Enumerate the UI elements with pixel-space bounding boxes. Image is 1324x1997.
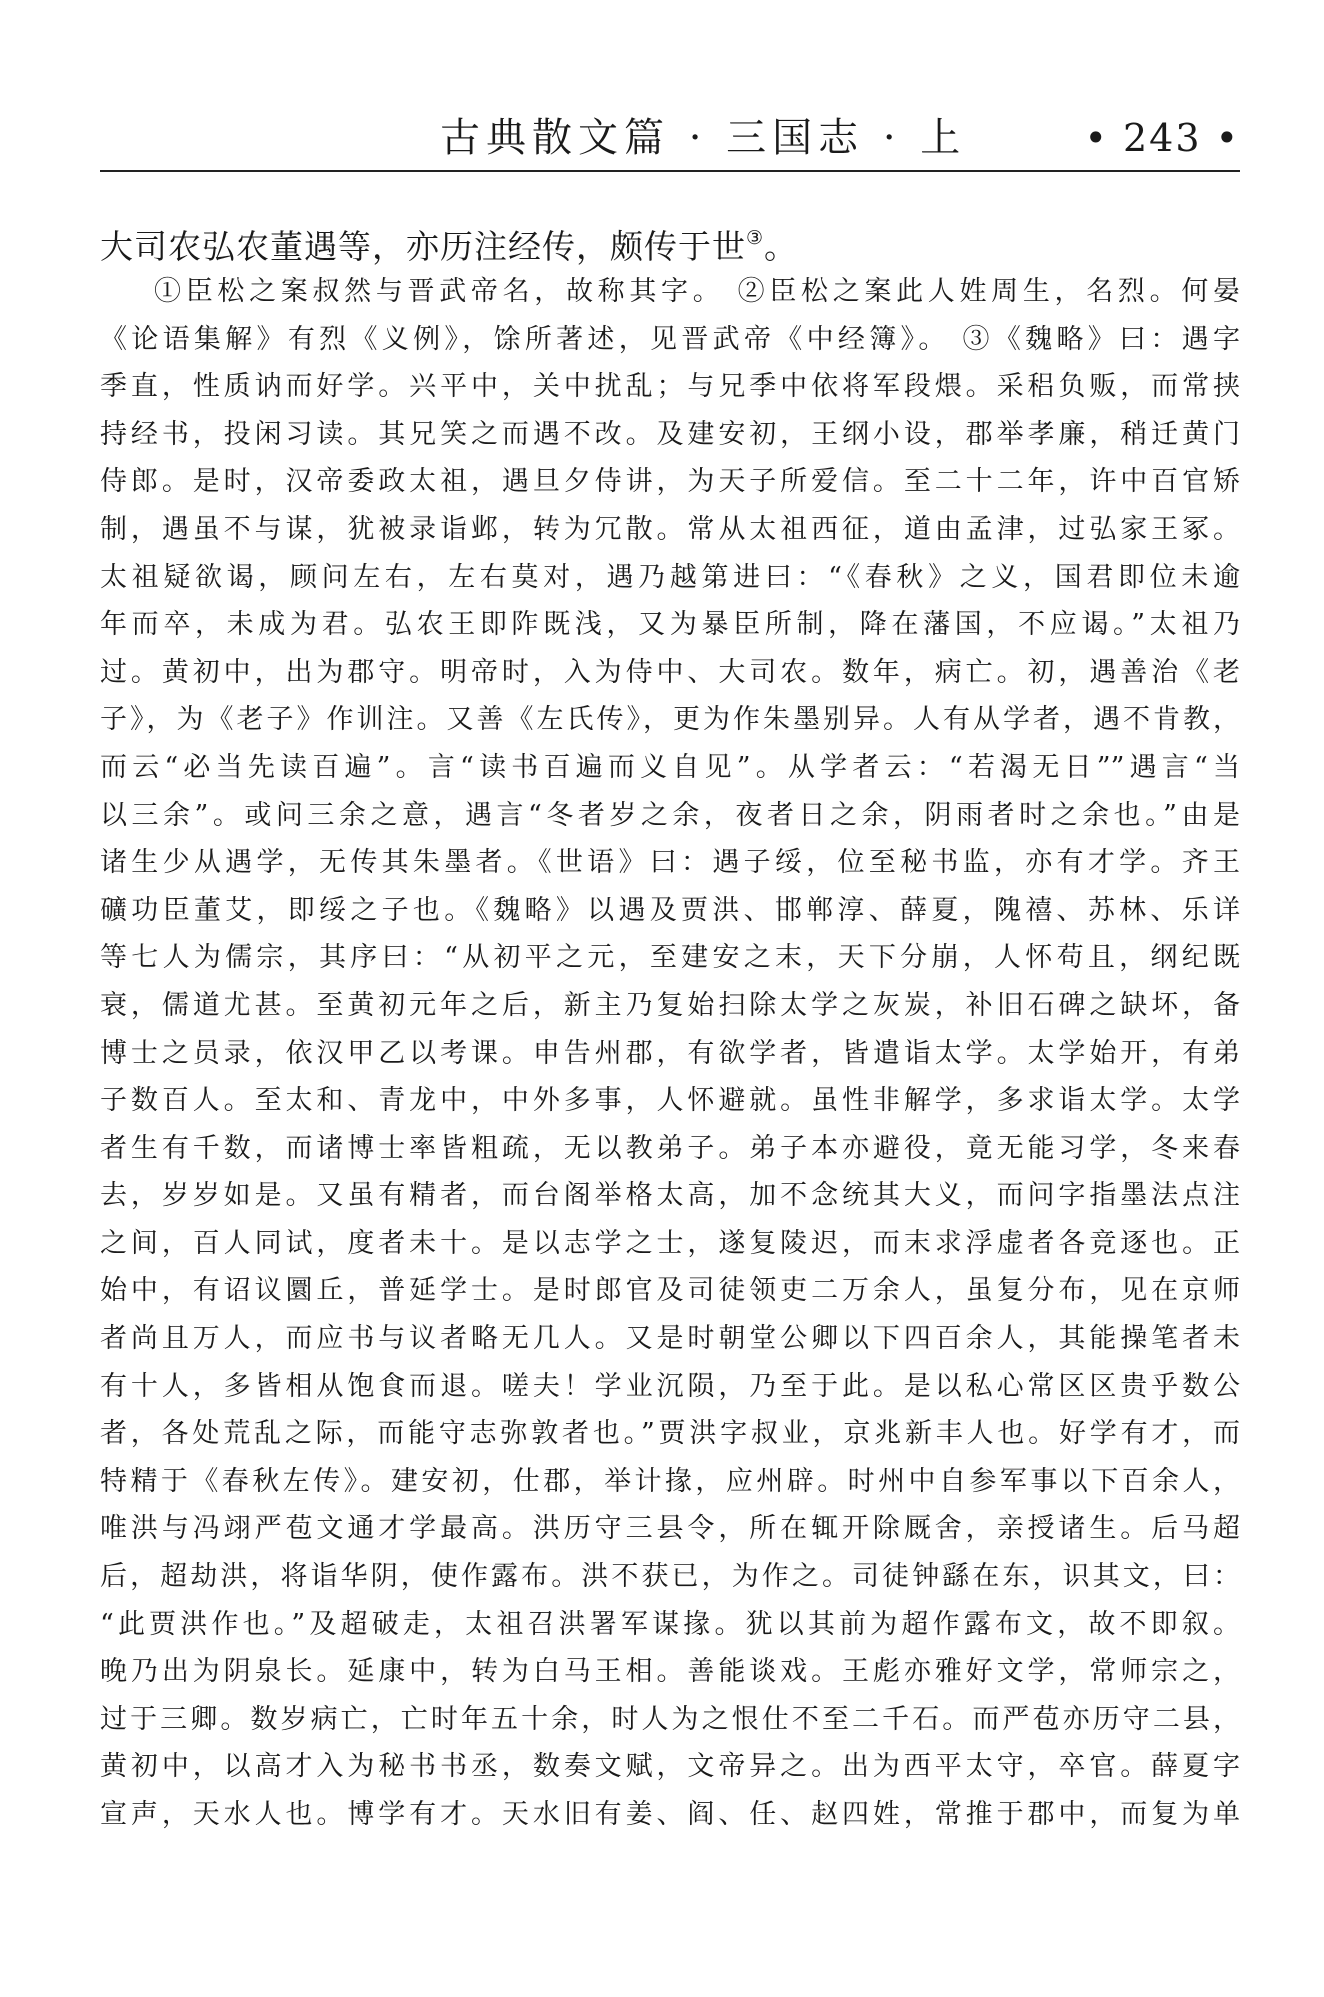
note-line: 过。黄初中，出为郡守。明帝时，入为侍中、大司农。数年，病亡。初，遇善治《老 (100, 656, 1240, 688)
note-line: 去，岁岁如是。又虽有精者，而台阁举格太高，加不念统其大义，而问字指墨法点注 (100, 1180, 1240, 1212)
main-text: 大司农弘农董遇等，亦历注经传，颇传于世 (100, 227, 746, 266)
note-line: 以三余”。或问三余之意，遇言“冬者岁之余，夜者日之余，阴雨者时之余也。”由是 (100, 799, 1240, 831)
note-line: 衰，儒道尤甚。至黄初元年之后，新主乃复始扫除太学之灰炭，补旧石碑之缺坏，备 (100, 989, 1240, 1021)
main-text-end: 。 (764, 227, 799, 266)
note-line: 者，各处荒乱之际，而能守志弥敦者也。”贾洪字叔业，京兆新丰人也。好学有才，而 (100, 1418, 1240, 1450)
note-line: 唯洪与冯翊严苞文通才学最高。洪历守三县令，所在辄开除厩舍，亲授诸生。后马超 (100, 1513, 1240, 1545)
note-line: 《论语集解》有烈《义例》，馀所著述，见晋武帝《中经簿》。 ③《魏略》曰：遇字 (100, 323, 1240, 355)
note-line: 礦功臣董艾，即绥之子也。《魏略》以遇及贾洪、邯郸淳、薛夏，隗禧、苏林、乐详 (100, 894, 1240, 926)
note-line: 者生有千数，而诸博士率皆粗疏，无以教弟子。弟子本亦避役，竟无能习学，冬来春 (100, 1132, 1240, 1164)
note-line: 晚乃出为阴泉长。延康中，转为白马王相。善能谈戏。王彪亦雅好文学，常师宗之， (100, 1656, 1240, 1688)
note-line: 后，超劫洪，将诣华阴，使作露布。洪不获已，为作之。司徒钟繇在东，识其文，曰： (100, 1561, 1240, 1593)
note-line: 而云“必当先读百遍”。言“读书百遍而义自见”。从学者云：“若渴无日””遇言“当 (100, 751, 1240, 783)
commentary-notes (100, 268, 1240, 1839)
note-line: 子》，为《老子》作训注。又善《左氏传》，更为作朱墨别异。人有从学者，遇不肯教， (100, 704, 1240, 736)
note-line: 博士之员录，依汉甲乙以考课。申告州郡，有欲学者，皆遣诣太学。太学始开，有弟 (100, 1037, 1240, 1069)
note-line: 黄初中，以高才入为秘书书丞，数奏文赋，文帝异之。出为西平太守，卒官。薛夏字 (100, 1751, 1240, 1783)
note-line: ①臣松之案叔然与晋武帝名，故称其字。 ②臣松之案此人姓周生，名烈。何晏 (154, 276, 1240, 307)
note-line: 之间，百人同试，度者未十。是以志学之士，遂复陵迟，而末求浮虚者各竞逐也。正 (100, 1227, 1240, 1259)
main-text-line (100, 213, 1240, 272)
note-line: 太祖疑欲谒，顾问左右，左右莫对，遇乃越第进曰：“《春秋》之义，国君即位未逾 (100, 561, 1240, 593)
note-line: 季直，性质讷而好学。兴平中，关中扰乱；与兄季中依将军段煨。采稆负贩，而常挟 (100, 371, 1240, 403)
note-line: 年而卒，未成为君。弘农王即阼既浅，又为暴臣所制，降在藩国，不应谒。”太祖乃 (100, 609, 1240, 641)
note-line: 有十人，多皆相从饱食而退。嗟夫！学业沉陨，乃至于此。是以私心常区区贵乎数公 (100, 1370, 1240, 1402)
note-line: 制，遇虽不与谋，犹被录诣邺，转为冗散。常从太祖西征，道由孟津，过弘家王冢。 (100, 513, 1240, 545)
header-title: 古典散文篇 · 三国志 · 上 (440, 115, 967, 161)
note-line: 特精于《春秋左传》。建安初，仕郡，举计掾，应州辟。时州中自参军事以下百余人， (100, 1465, 1240, 1497)
note-line: 侍郎。是时，汉帝委政太祖，遇旦夕侍讲，为天子所爱信。至二十二年，许中百官矫 (100, 466, 1240, 498)
note-line: 过于三卿。数岁病亡，亡时年五十余，时人为之恨仕不至二千石。而严苞亦历守二县， (100, 1703, 1240, 1735)
note-line: 等七人为儒宗，其序曰：“从初平之元，至建安之末，天下分崩，人怀苟且，纲纪既 (100, 942, 1240, 974)
header-rule (100, 170, 1240, 172)
page-number: • 243 • (1084, 116, 1240, 160)
note-line: 者尚且万人，而应书与议者略无几人。又是时朝堂公卿以下四百余人，其能操笔者未 (100, 1323, 1240, 1355)
note-line: 宣声，天水人也。博学有才。天水旧有姜、阎、任、赵四姓，常推于郡中，而复为单 (100, 1799, 1240, 1830)
note-line: “此贾洪作也。”及超破走，太祖召洪署军谋掾。犹以其前为超作露布文，故不即叙。 (100, 1608, 1240, 1640)
note-line: 始中，有诏议圜丘，普延学士。是时郎官及司徒领吏二万余人，虽复分布，见在京师 (100, 1275, 1240, 1307)
running-header (100, 108, 1240, 168)
note-reference: ③ (746, 227, 765, 249)
note-line: 子数百人。至太和、青龙中，中外多事，人怀避就。虽性非解学，多求诣太学。太学 (100, 1085, 1240, 1117)
note-line: 诸生少从遇学，无传其朱墨者。《世语》曰：遇子绥，位至秘书监，亦有才学。齐王 (100, 847, 1240, 879)
note-line: 持经书，投闲习读。其兄笑之而遇不改。及建安初，王纲小设，郡举孝廉，稍迁黄门 (100, 418, 1240, 450)
